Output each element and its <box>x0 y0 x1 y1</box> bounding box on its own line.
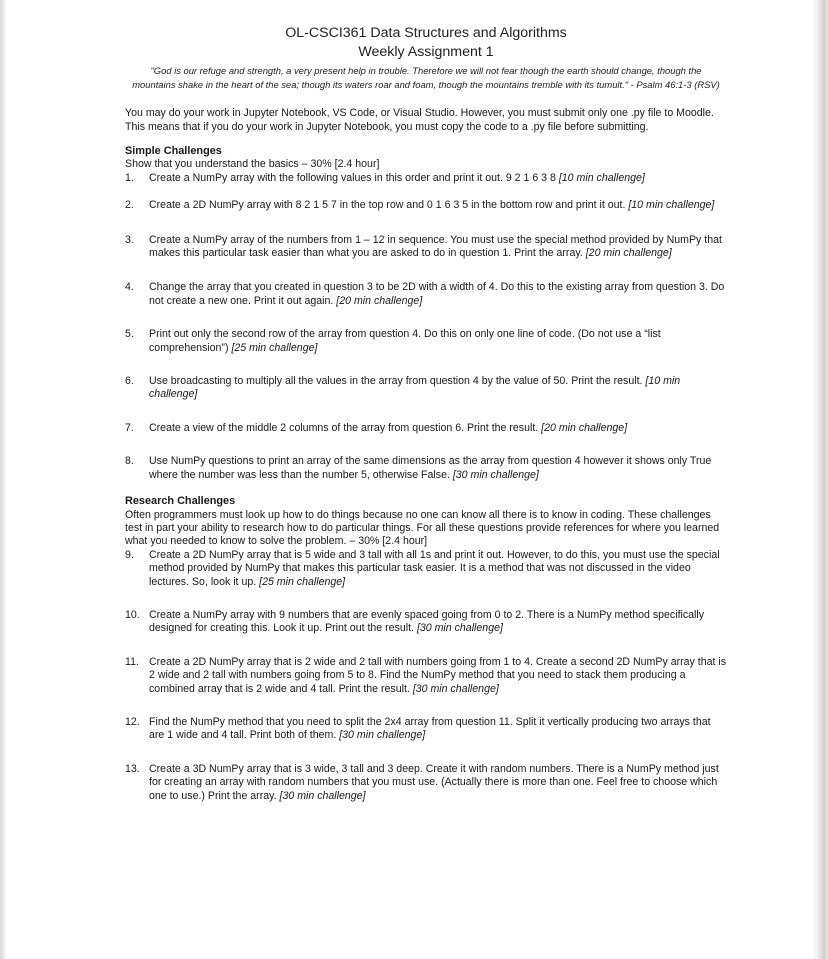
time-challenge-label: [10 min challenge] <box>558 171 645 184</box>
simple-challenges-list <box>125 172 727 482</box>
question-number: 5. <box>125 328 134 341</box>
question-number: 13. <box>125 762 140 775</box>
time-challenge-label: [10 min challenge] <box>149 375 681 401</box>
research-challenges-list <box>125 549 727 803</box>
question-number: 1. <box>125 171 134 184</box>
question-item <box>125 328 727 355</box>
question-item <box>125 281 727 308</box>
question-number: 7. <box>125 421 134 434</box>
question-number: 11. <box>125 655 139 668</box>
question-item <box>125 422 727 435</box>
question-number: 9. <box>125 548 134 561</box>
question-text: Print out only the second row of the array from question 4. Do this on only one line of code. (Do not use a “list comprehension”) <box>149 328 661 354</box>
time-challenge-label: [30 min challenge] <box>279 789 366 802</box>
time-challenge-label: [20 min challenge] <box>336 294 423 307</box>
time-challenge-label: [30 min challenge] <box>412 682 499 695</box>
page-left-edge <box>0 0 7 959</box>
research-challenges-heading: Research Challenges <box>125 495 236 508</box>
question-item <box>125 716 727 743</box>
question-text: Create a NumPy array with the following values in this order and print it out. 9 2 1 6 3 8 <box>149 171 559 184</box>
question-text: Create a 2D NumPy array that is 5 wide and 3 tall with all 1s and print it out. However, to do this, you must use the special method provided by NumPy that makes this particular task easier. It is a method that was not discussed in the video lectures. So, look it up. <box>149 548 720 588</box>
time-challenge-label: [20 min challenge] <box>541 421 628 434</box>
question-item <box>125 172 727 185</box>
question-item <box>125 609 727 636</box>
document-subtitle: Weekly Assignment 1 <box>358 44 494 60</box>
intro-paragraph: You may do your work in Jupyter Notebook, VS Code, or Visual Studio. However, you must submit only one .py file to Moodle. This means that if you do your work in Jupyter Notebook, you must copy the code to a .py file before submitting. <box>125 107 714 133</box>
scripture-quote: "God is our refuge and strength, a very present help in trouble. Therefore we will not fear though the earth should change, though the mountains shake in the heart of the sea; though its waters roar and foam, though the mountains tremble with its tumult." - Psalm 46:1-3 (RSV) <box>132 65 720 90</box>
question-item <box>125 763 727 803</box>
time-challenge-label: [30 min challenge] <box>452 468 539 481</box>
question-item <box>125 549 727 589</box>
question-number: 2. <box>125 199 134 212</box>
question-item <box>125 199 727 212</box>
question-number: 10. <box>125 608 140 621</box>
question-item <box>125 234 727 261</box>
time-challenge-label: [25 min challenge] <box>231 341 318 354</box>
page-right-edge <box>812 0 828 959</box>
question-number: 3. <box>125 233 134 246</box>
time-challenge-label: [30 min challenge] <box>339 729 426 742</box>
question-number: 6. <box>125 375 134 388</box>
question-number: 4. <box>125 281 134 294</box>
question-item <box>125 375 727 402</box>
question-text: Create a NumPy array with 9 numbers that are evenly spaced going from 0 to 2. There is a NumPy method specifically designed for creating this. Look it up. Print out the result. <box>149 608 705 635</box>
question-text: Create a 3D NumPy array that is 3 wide, 3 tall and 3 deep. Create it with random numbers. There is a NumPy method just for creating an array with random numbers that you must use. (Actually there is more than one. Feel free to choose which one to use.) Print the array. <box>149 762 719 802</box>
question-number: 8. <box>125 455 134 468</box>
document <box>125 24 727 803</box>
research-challenges-subheading: Often programmers must look up how to do things because no one can know all there is to know in coding. These challenges test in part your ability to research how to do particular things. For all these questions provide references for where you learned what you needed to know to solve the problem. – 30% [2.4 hour] <box>125 508 720 548</box>
question-text: Change the array that you created in question 3 to be 2D with a width of 4. Do this to the existing array from question 3. Do not create a new one. Print it out again. <box>149 281 725 307</box>
time-challenge-label: [30 min challenge] <box>416 622 503 635</box>
time-challenge-label: [20 min challenge] <box>585 247 672 260</box>
time-challenge-label: [25 min challenge] <box>259 575 346 588</box>
question-text: Create a view of the middle 2 columns of the array from question 6. Print the result. <box>149 421 542 434</box>
simple-challenges-heading: Simple Challenges <box>125 145 222 157</box>
question-text: Create a 2D NumPy array that is 2 wide and 2 tall with numbers going from 1 to 4. Create a second 2D NumPy array that is 2 wide and 2 tall with numbers going from 5 to 8. Find the NumPy method that you need to stack them producing a combined array that is 2 wide and 4 tall. Print the result. <box>149 655 727 695</box>
simple-challenges-subheading: Show that you understand the basics – 30% [2.4 hour] <box>125 158 380 171</box>
question-text: Find the NumPy method that you need to split the 2x4 array from question 11. Split it vertically producing two arrays that are 1 wide and 4 tall. Print both of them. <box>149 715 711 742</box>
question-text: Create a 2D NumPy array with 8 2 1 5 7 in the top row and 0 1 6 3 5 in the bottom row and print it out. <box>149 199 629 212</box>
question-number: 12. <box>125 715 140 728</box>
question-text: Use NumPy questions to print an array of the same dimensions as the array from question 4 however it shows only True where the number was less than the number 5, otherwise False. <box>149 455 712 481</box>
question-text: Create a NumPy array of the numbers from 1 – 12 in sequence. You must use the special method provided by NumPy that makes this particular task easier than what you are asked to do in question 1. Print the array. <box>149 233 722 260</box>
question-text: Use broadcasting to multiply all the values in the array from question 4 by the value of 50. Print the result. <box>149 375 646 388</box>
document-title: OL-CSCI361 Data Structures and Algorithms <box>285 25 567 41</box>
time-challenge-label: [10 min challenge] <box>628 199 715 212</box>
question-item <box>125 656 727 696</box>
question-item <box>125 455 727 482</box>
